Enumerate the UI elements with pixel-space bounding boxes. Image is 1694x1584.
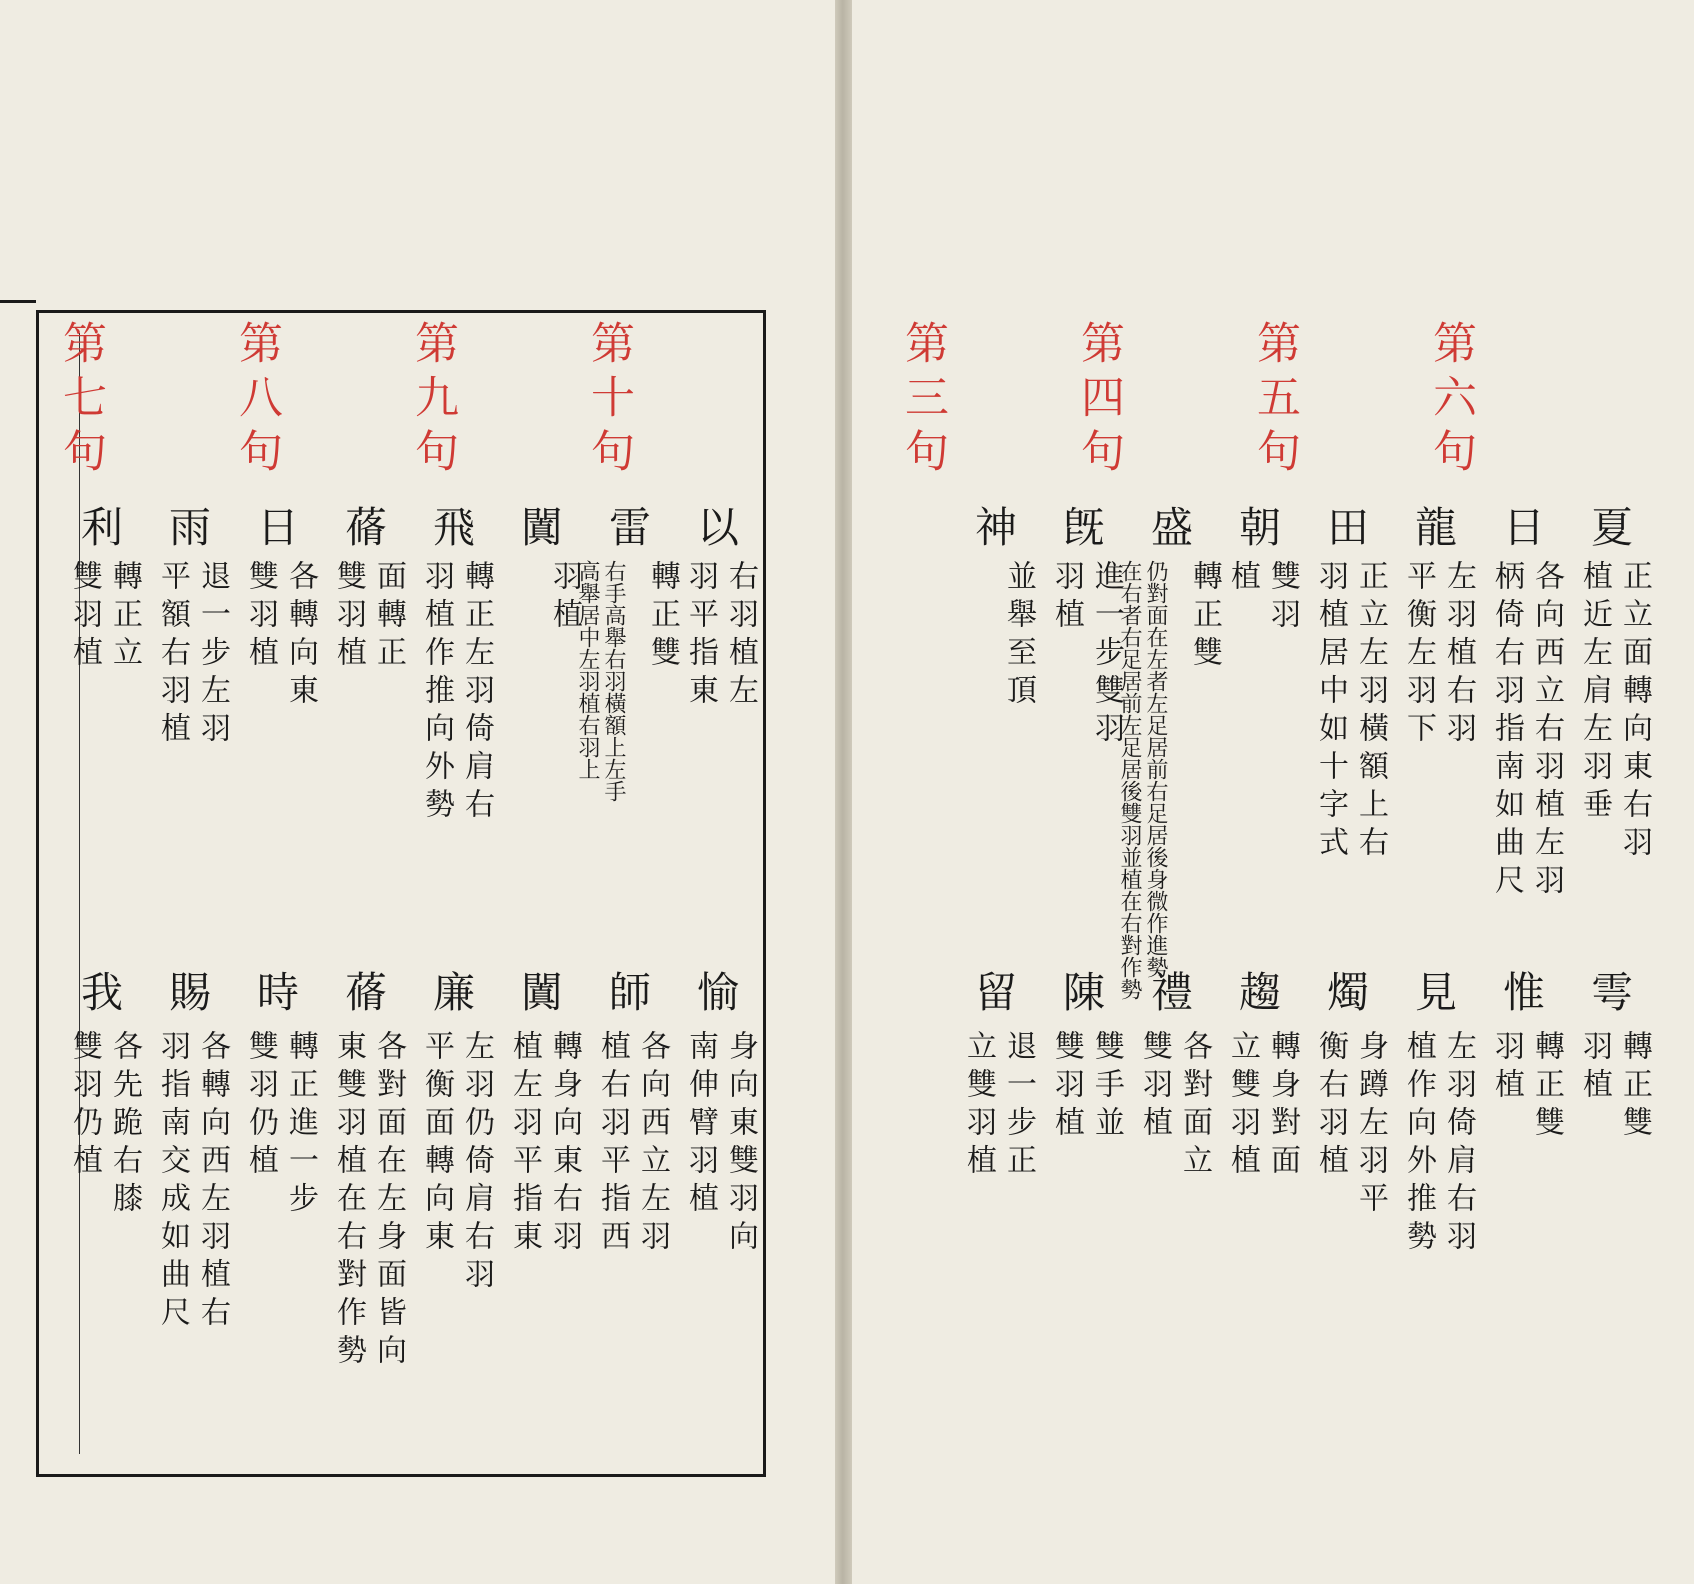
dance-note: 左羽植右羽: [1441, 560, 1476, 750]
lyric-char: 盛: [1145, 505, 1194, 553]
verse-label: 第五句: [1249, 320, 1300, 482]
dance-note: 轉正雙: [645, 560, 680, 674]
lyric-char: 利: [75, 505, 124, 553]
edge-rule: [0, 300, 36, 303]
lyric-char: 闐: [515, 505, 564, 553]
dance-note: 東雙羽植在右對作勢: [331, 1030, 366, 1372]
lyric-char: 師: [603, 970, 652, 1018]
dance-note: 羽植: [1049, 560, 1084, 636]
lyric-char: 留: [969, 970, 1018, 1018]
inner-rule: [79, 333, 80, 1454]
verse-label: 第九句: [407, 320, 458, 482]
dance-note: 雙羽植: [243, 560, 278, 674]
dance-note: 立雙羽植: [1225, 1030, 1260, 1182]
dance-note: 轉身對面: [1265, 1030, 1300, 1182]
lyric-char: 雷: [603, 505, 652, 553]
lyric-char: 廉: [427, 970, 476, 1018]
dance-note: 轉正立: [107, 560, 142, 674]
lyric-char: 蓨: [339, 505, 388, 553]
dance-note: 平衡面轉向東: [419, 1030, 454, 1258]
dance-subnote: 高舉居中左羽植右羽上: [575, 560, 600, 780]
dance-note: 各對面立: [1177, 1030, 1212, 1182]
dance-note: 轉正雙: [1617, 1030, 1652, 1144]
lyric-char: 雨: [163, 505, 212, 553]
dance-note: 並舉至頂: [1001, 560, 1036, 712]
dance-note: 平衡左羽下: [1401, 560, 1436, 750]
dance-note: 植右羽平指西: [595, 1030, 630, 1258]
dance-note: 各向西立右羽植左羽: [1529, 560, 1564, 902]
dance-note: 雙手並: [1089, 1030, 1124, 1144]
dance-note: 雙羽仍植: [243, 1030, 278, 1182]
lyric-char: 旣: [1057, 505, 1106, 553]
dance-note: 右羽植左: [723, 560, 758, 712]
lyric-char: 飛: [427, 505, 476, 553]
dance-note: 退一步正: [1001, 1030, 1036, 1182]
lyric-char: 時: [251, 970, 300, 1018]
lyric-char: 雩: [1585, 970, 1634, 1018]
dance-note: 植近左肩左羽垂: [1577, 560, 1612, 826]
dance-note: 羽指南交成如曲尺: [155, 1030, 190, 1334]
dance-note: 身向東雙羽向: [723, 1030, 758, 1258]
verse-label: 第六句: [1425, 320, 1476, 482]
dance-note: 各向西立左羽: [635, 1030, 670, 1258]
dance-note: 轉正雙: [1187, 560, 1222, 674]
verse-label: 第八句: [231, 320, 282, 482]
lyric-char: 蓨: [339, 970, 388, 1018]
dance-note: 各轉向東: [283, 560, 318, 712]
dance-note: 各轉向西左羽植右: [195, 1030, 230, 1334]
dance-note: 南伸臂羽植: [683, 1030, 718, 1220]
verse-label: 第四句: [1073, 320, 1124, 482]
lyric-char: 朝: [1233, 505, 1282, 553]
dance-note: 進一步雙羽: [1089, 560, 1124, 750]
dance-note: 面轉正: [371, 560, 406, 674]
dance-note: 左羽仍倚肩右羽: [459, 1030, 494, 1296]
dance-note: 柄倚右羽指南如曲尺: [1489, 560, 1524, 902]
lyric-char: 闐: [515, 970, 564, 1018]
dance-note: 身蹲左羽平: [1353, 1030, 1388, 1220]
dance-note: 各對面在左身面皆向: [371, 1030, 406, 1372]
dance-note: 退一步左羽: [195, 560, 230, 750]
lyric-char: 我: [75, 970, 124, 1018]
dance-note: 植作向外推勢: [1401, 1030, 1436, 1258]
lyric-char: 神: [969, 505, 1018, 553]
left-page: [0, 0, 835, 1584]
dance-note: 轉正進一步: [283, 1030, 318, 1220]
dance-subnote: 在右者右足居前左足居後雙羽並植在右對作勢: [1117, 560, 1142, 1000]
lyric-char: 見: [1409, 970, 1458, 1018]
lyric-char: 日: [251, 505, 300, 553]
dance-note: 雙羽植: [1137, 1030, 1172, 1144]
verse-label: 第三句: [897, 320, 948, 482]
dance-note: 羽植: [547, 560, 582, 636]
dance-note: 雙羽仍植: [67, 1030, 102, 1182]
dance-note: 雙羽植: [67, 560, 102, 674]
dance-note: 羽植: [1489, 1030, 1524, 1106]
lyric-char: 日: [1497, 505, 1546, 553]
dance-note: 正立面轉向東右羽: [1617, 560, 1652, 864]
lyric-char: 田: [1321, 505, 1370, 553]
lyric-char: 燭: [1321, 970, 1370, 1018]
dance-subnote: 右手高舉右羽橫額上左手: [601, 560, 626, 802]
dance-note: 各先跪右膝: [107, 1030, 142, 1220]
dance-note: 羽植居中如十字式: [1313, 560, 1348, 864]
lyric-char: 禮: [1145, 970, 1194, 1018]
dance-note: 轉身向東右羽: [547, 1030, 582, 1258]
dance-note: 雙羽植: [331, 560, 366, 674]
lyric-char: 趨: [1233, 970, 1282, 1018]
dance-note: 轉正雙: [1529, 1030, 1564, 1144]
dance-note: 正立左羽橫額上右: [1353, 560, 1388, 864]
dance-note: 衡右羽植: [1313, 1030, 1348, 1182]
dance-note: 植左羽平指東: [507, 1030, 542, 1258]
dance-note: 左羽倚肩右羽: [1441, 1030, 1476, 1258]
dance-note: 轉正左羽倚肩右: [459, 560, 494, 826]
right-page: [852, 0, 1694, 1584]
dance-note: 立雙羽植: [961, 1030, 996, 1182]
verse-label: 第十句: [583, 320, 634, 482]
dance-note: 平額右羽植: [155, 560, 190, 750]
verse-label: 第七句: [55, 320, 106, 482]
dance-note: 植: [1225, 560, 1260, 598]
dance-note: 雙羽: [1265, 560, 1300, 636]
dance-subnote: 仍對面在左者左足居前右足居後身微作進勢: [1143, 560, 1168, 978]
lyric-char: 夏: [1585, 505, 1634, 553]
lyric-char: 龍: [1409, 505, 1458, 553]
lyric-char: 賜: [163, 970, 212, 1018]
lyric-char: 陳: [1057, 970, 1106, 1018]
lyric-char: 以: [691, 505, 740, 553]
lyric-char: 愉: [691, 970, 740, 1018]
dance-note: 羽平指東: [683, 560, 718, 712]
lyric-char: 惟: [1497, 970, 1546, 1018]
dance-note: 羽植: [1577, 1030, 1612, 1106]
dance-note: 雙羽植: [1049, 1030, 1084, 1144]
dance-note: 羽植作推向外勢: [419, 560, 454, 826]
book-gutter: [835, 0, 852, 1584]
